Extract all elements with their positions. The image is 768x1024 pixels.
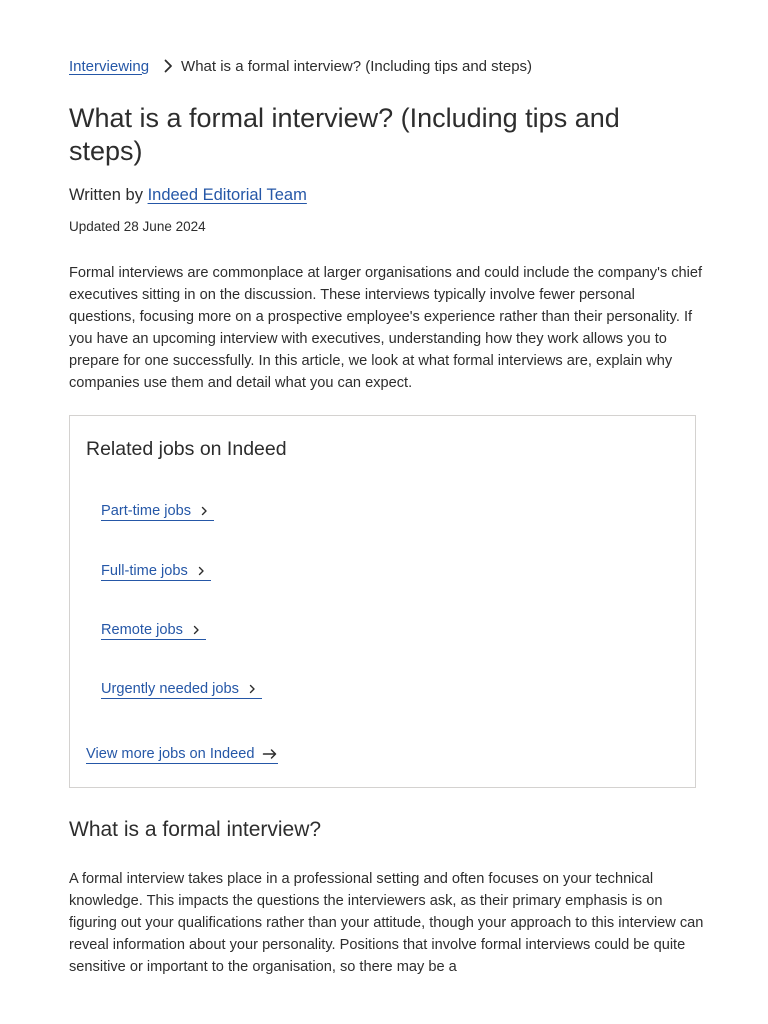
chevron-right-icon [198,505,210,517]
byline [69,186,307,205]
related-job-label: Urgently needed jobs [101,681,239,697]
related-jobs-heading: Related jobs on Indeed [86,438,287,460]
arrow-right-icon [262,748,278,760]
related-job-link-urgently-needed[interactable] [101,681,262,699]
intro-paragraph: Formal interviews are commonplace at larger organisations and could include the company's chief executives sitting in on the discussion. These interviews typically involve fewer personal questions, focusing more on a prospective employee's experience rather than their personality. If you have an upcoming interview with executives, understanding how they work allows you to prepare for one successfully. In this article, we look at what formal interviews are, explain why companies use them and detail what you can expect. [69,265,703,391]
related-jobs-card [69,415,696,788]
related-job-label: Remote jobs [101,622,183,638]
breadcrumb-current: What is a formal interview? (Including tips and steps) [181,57,533,75]
related-job-link-remote[interactable] [101,622,206,640]
chevron-right-icon [159,57,177,75]
breadcrumb [69,57,532,75]
chevron-right-icon [195,565,207,577]
author-link[interactable]: Indeed Editorial Team [147,186,307,204]
chevron-right-icon [246,683,258,695]
view-more-jobs-link[interactable] [86,746,278,764]
chevron-right-icon [190,624,202,636]
written-by-label: Written by [69,186,143,204]
section-paragraph: A formal interview takes place in a professional setting and often focuses on your technical knowledge. This impacts the questions the interviewers ask, as their primary emphasis is on figuring out your qualifications rather than your attitude, though your approach to this interview can reveal information about your personality. Positions that involve formal interviews could be quite sensitive or important to the organisation, so there may be a [69,871,704,975]
breadcrumb-link-interviewing[interactable]: Interviewing [69,57,150,75]
related-job-link-full-time[interactable] [101,563,211,581]
related-job-label: Full-time jobs [101,563,188,579]
updated-date: Updated 28 June 2024 [69,219,206,234]
page-title: What is a formal interview? (Including tips and steps) [69,103,620,166]
view-more-label: View more jobs on Indeed [86,746,255,762]
related-job-link-part-time[interactable] [101,503,214,521]
section-heading: What is a formal interview? [69,818,322,841]
related-job-label: Part-time jobs [101,503,192,519]
